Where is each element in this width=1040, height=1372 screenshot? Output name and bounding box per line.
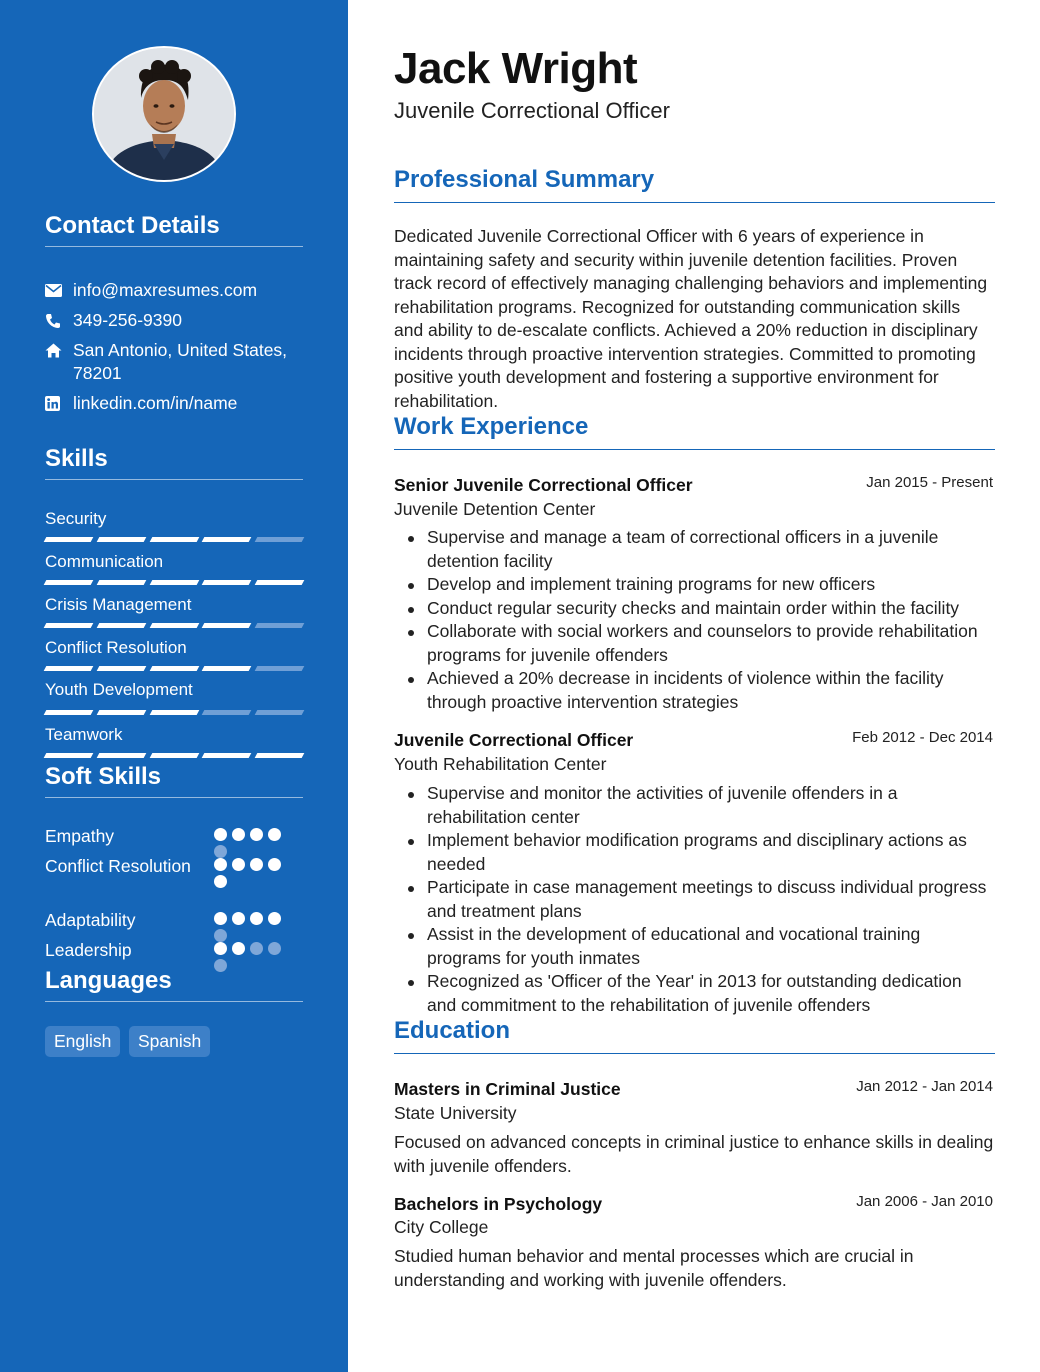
list-item: Develop and implement training programs for new officers	[405, 573, 995, 597]
skill-bar-segment	[44, 710, 93, 715]
rating-dot	[232, 858, 245, 871]
job-bullets	[405, 526, 995, 714]
skills-heading: Skills	[45, 445, 303, 480]
skill-bar-segment	[255, 537, 304, 542]
skill-bar-segment	[44, 666, 93, 671]
job-dates: Jan 2015 - Present	[866, 474, 993, 491]
rating-dot	[250, 828, 263, 841]
job-title: Senior Juvenile Correctional Officer	[394, 475, 693, 495]
rating-dot	[214, 875, 227, 888]
language-tag: Spanish	[129, 1026, 210, 1057]
rating-dot	[214, 845, 227, 858]
job-dates: Feb 2012 - Dec 2014	[852, 729, 993, 746]
skill-bar-segment	[202, 753, 251, 758]
contact-phone[interactable]	[45, 309, 303, 332]
soft-skills-heading: Soft Skills	[45, 763, 303, 798]
phone-icon	[45, 309, 73, 332]
rating-dot	[214, 942, 227, 955]
skill-bar-segment	[149, 666, 198, 671]
skill-bar-segment	[44, 623, 93, 628]
skill-name: Crisis Management	[45, 595, 192, 614]
skill-bar-segment	[202, 580, 251, 585]
degree-title: Masters in Criminal Justice	[394, 1079, 621, 1099]
skill-bar-segment	[44, 580, 93, 585]
job-org: Youth Rehabilitation Center	[394, 754, 607, 774]
rating-dot	[268, 828, 281, 841]
rating-dot	[268, 912, 281, 925]
skill-bar-segment	[202, 537, 251, 542]
contact-linkedin[interactable]	[45, 392, 303, 415]
language-tag: English	[45, 1026, 120, 1057]
skill-bar-segment	[96, 710, 145, 715]
skill-bar-segment	[96, 623, 145, 628]
skill-bar	[45, 537, 303, 542]
skill-name: Conflict Resolution	[45, 638, 187, 657]
envelope-icon	[45, 279, 73, 302]
skill-bar-segment	[255, 623, 304, 628]
soft-skill-dots	[214, 912, 294, 942]
job-bullets	[405, 782, 995, 1017]
soft-skill-dots	[214, 828, 294, 858]
contact-heading: Contact Details	[45, 212, 303, 247]
summary-heading: Professional Summary	[394, 166, 995, 203]
skill-bar-segment	[149, 623, 198, 628]
skill-bar-segment	[149, 710, 198, 715]
skill-bar-segment	[44, 753, 93, 758]
skill-name: Communication	[45, 552, 164, 571]
job-title: Juvenile Correctional Officer	[394, 730, 634, 750]
degree-dates: Jan 2012 - Jan 2014	[856, 1078, 993, 1095]
rating-dot	[214, 929, 227, 942]
degree-description: Focused on advanced concepts in criminal justice to enhance skills in dealing with juvenile offenders.	[394, 1132, 994, 1176]
list-item: Assist in the development of educational and vocational training programs for youth inmates	[405, 923, 995, 970]
skill-bar-segment	[255, 666, 304, 671]
education-heading: Education	[394, 1017, 995, 1054]
skill-bar-segment	[202, 710, 251, 715]
rating-dot	[268, 942, 281, 955]
soft-skill-name: Leadership	[45, 940, 132, 960]
skill-bar-segment	[149, 537, 198, 542]
list-item: Supervise and monitor the activities of juvenile offenders in a rehabilitation center	[405, 782, 995, 829]
rating-dot	[232, 942, 245, 955]
list-item: Achieved a 20% decrease in incidents of violence within the facility through proactive intervention strategies	[405, 667, 995, 714]
rating-dot	[250, 942, 263, 955]
linkedin-icon	[45, 392, 73, 415]
rating-dot	[214, 912, 227, 925]
rating-dot	[214, 858, 227, 871]
profile-photo	[92, 46, 236, 182]
rating-dot	[268, 858, 281, 871]
rating-dot	[250, 912, 263, 925]
skill-bar-segment	[149, 753, 198, 758]
rating-dot	[250, 858, 263, 871]
degree-description: Studied human behavior and mental processes which are crucial in understanding and working with juvenile offenders.	[394, 1246, 914, 1290]
skill-bar-segment	[202, 666, 251, 671]
contact-linkedin-text: linkedin.com/in/name	[73, 393, 238, 413]
contact-address-text: San Antonio, United States, 78201	[73, 340, 288, 383]
soft-skill-name: Conflict Resolution	[45, 856, 191, 876]
skill-bar	[45, 710, 303, 715]
school-name: State University	[394, 1103, 517, 1123]
soft-skill-dots	[214, 858, 294, 888]
rating-dot	[232, 912, 245, 925]
list-item: Implement behavior modification programs and disciplinary actions as needed	[405, 829, 995, 876]
degree-dates: Jan 2006 - Jan 2010	[856, 1193, 993, 1210]
skill-bar-segment	[96, 666, 145, 671]
job-org: Juvenile Detention Center	[394, 499, 596, 519]
person-role: Juvenile Correctional Officer	[394, 98, 670, 123]
rating-dot	[214, 828, 227, 841]
person-name: Jack Wright	[394, 44, 638, 93]
skill-bar-segment	[96, 580, 145, 585]
skill-bar-segment	[44, 537, 93, 542]
skill-bar-segment	[255, 580, 304, 585]
skill-bar-segment	[96, 753, 145, 758]
degree-title: Bachelors in Psychology	[394, 1194, 603, 1214]
list-item: Participate in case management meetings to discuss individual progress and treatment plans	[405, 876, 995, 923]
contact-phone-text: 349-256-9390	[73, 310, 182, 330]
skill-name: Teamwork	[45, 725, 123, 744]
rating-dot	[232, 828, 245, 841]
contact-email[interactable]	[45, 279, 303, 302]
soft-skill-name: Empathy	[45, 826, 115, 846]
skill-bar	[45, 666, 303, 671]
list-item: Recognized as 'Officer of the Year' in 2013 for outstanding dedication and commitment to the rehabilitation of juvenile offenders	[405, 970, 995, 1017]
skill-name: Youth Development	[45, 680, 193, 699]
skill-bar-segment	[96, 537, 145, 542]
languages-heading: Languages	[45, 967, 303, 1002]
skill-bar	[45, 623, 303, 628]
list-item: Collaborate with social workers and counselors to provide rehabilitation programs for juvenile offenders	[405, 620, 995, 667]
contact-email-text: info@maxresumes.com	[73, 280, 258, 300]
skill-bar-segment	[255, 710, 304, 715]
home-icon	[45, 339, 73, 362]
skill-bar	[45, 580, 303, 585]
skill-bar-segment	[255, 753, 304, 758]
summary-text: Dedicated Juvenile Correctional Officer with 6 years of experience in maintaining safety and security within juvenile detention facilities. Proven track record of effectively managing challenging behaviors and implementing rehabilitation programs. Recognized for outstanding communication skills and ability to de-escalate conflicts. Achieved a 20% reduction in disciplinary incidents through proactive intervention strategies. Committed to promoting positive youth development and fostering a supportive environment for rehabilitation.	[394, 226, 988, 411]
list-item: Supervise and manage a team of correctional officers in a juvenile detention facility	[405, 526, 995, 573]
school-name: City College	[394, 1217, 489, 1237]
contact-address	[45, 339, 303, 385]
skill-bar-segment	[202, 623, 251, 628]
sidebar	[0, 0, 348, 1372]
soft-skill-name: Adaptability	[45, 910, 136, 930]
skill-bar-segment	[149, 580, 198, 585]
list-item: Conduct regular security checks and maintain order within the facility	[405, 597, 995, 621]
experience-heading: Work Experience	[394, 413, 995, 450]
skill-name: Security	[45, 509, 107, 528]
skill-bar	[45, 753, 303, 758]
